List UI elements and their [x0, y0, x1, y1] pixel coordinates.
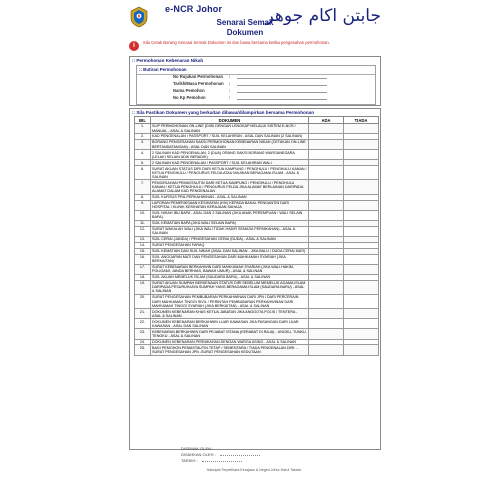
section-heading: :: Sila Pastikan Dokumen yang berkaitan dibawa/dilampirkan bersama Permohonan — [132, 110, 315, 115]
row-number: 2. — [135, 134, 151, 140]
row-tiada-cell — [344, 210, 379, 220]
row-number: 22. — [135, 319, 151, 329]
row-ada-cell — [309, 309, 344, 319]
row-document: SIJIL CERAI (JANDA) / PENGESAHAN CERAI (DUDA) - ASAL & SALINAN — [151, 236, 309, 242]
row-document: SURAT AKUAN SUMPAH BERKENAAN STATUS DIRI SEBELUM MEMELUK AGAMA ISLAM DARIPADA PESURUHJAYA SUMPAH YANG BERAGAMA ISLAM (SAUDARA BARU) - ASAL & SALINAN — [151, 280, 309, 294]
row-ada-cell — [309, 345, 344, 355]
row-ada-cell — [309, 280, 344, 294]
app-title: e-NCR Johor — [165, 4, 223, 14]
table-row — [135, 329, 379, 339]
row-tiada-cell — [344, 264, 379, 274]
table-row — [135, 124, 379, 134]
table-row — [135, 226, 379, 236]
notice-text: Sila Cetak Borang Senarai Semak Dokumen ini dan bawa bersama ketika pengesahan permohonan. — [143, 40, 330, 45]
row-document: SIJIL KEMATIAN BAPA (JIKA WALI SELAIN BAPA) — [151, 220, 309, 226]
row-document: BAGI PEMOHON PEMASTAUTIN TETAP / SEMENTARA / TIADA PENGENALAN DIRI: -SURAT PENGESAHAN JPN -SURAT PENGESAHAN KEDUTAAN — [151, 345, 309, 355]
row-number: 8. — [135, 194, 151, 200]
table-row — [135, 309, 379, 319]
row-ada-cell — [309, 140, 344, 150]
row-document: LAPORAN PEMERIKSAAN KESIHATAN (HIV) KEPADA BAKAL PENGANTIN DARI HOSPITAL / KLINIK KESIHATAN KERAJAAN SAHAJA — [151, 200, 309, 210]
row-document: SURAT WAKALAH WALI (JIKA WALI TIDAK HADIR SEMASA PERNIKAHAN) - ASAL & SALINAN — [151, 226, 309, 236]
copyright-footer: Hakcipta Terpelihara Kerajaan & Negeri Johor Darul Takzim — [206, 468, 302, 472]
field-label: No Rujukan Permohonan — [173, 74, 224, 79]
row-number: 13. — [135, 236, 151, 242]
row-ada-cell — [309, 264, 344, 274]
row-document: PENGESAHAN PEMASTAUTIN DARI KETUA KAMPUNG / PENGHULU / PENGHULU KANAN / KETUA PENGHULU / PENGURUS FELDA JIKA ALAMAT BERLAINAN DARIPADA ALAMAT DALAM KAD PENGENALAN — [151, 180, 309, 194]
section-heading: :: Permohonan Kebenaran Nikah — [132, 58, 204, 63]
row-number: 3. — [135, 140, 151, 150]
details-heading: :: Butiran Permohonan — [137, 66, 375, 75]
row-number: 20. — [135, 295, 151, 309]
row-ada-cell — [309, 200, 344, 210]
field-colon: : — [229, 88, 231, 93]
column-header-ada: ADA — [309, 117, 344, 124]
row-ada-cell — [309, 210, 344, 220]
row-number: 4. — [135, 150, 151, 160]
row-number: 7. — [135, 180, 151, 194]
print-notice — [129, 40, 381, 51]
signature-line — [202, 461, 242, 462]
field-value — [237, 74, 327, 79]
row-number: 11. — [135, 220, 151, 226]
row-tiada-cell — [344, 319, 379, 329]
row-ada-cell — [309, 124, 344, 134]
row-number: 15. — [135, 248, 151, 254]
document-checklist-table — [134, 116, 379, 356]
table-row — [135, 180, 379, 194]
row-document: DOKUMEN KEBENARAN PERNIKAHAN DENGAN WARGA ASING - ASAL & SALINAN — [151, 339, 309, 345]
column-header-bil: BIL — [135, 117, 151, 124]
row-number: 1. — [135, 124, 151, 134]
column-header-tiada: TIADA — [344, 117, 379, 124]
documents-section — [129, 108, 381, 450]
row-number: 12. — [135, 226, 151, 236]
table-row — [135, 140, 379, 150]
row-tiada-cell — [344, 180, 379, 194]
row-number: 21. — [135, 309, 151, 319]
johor-crest-icon — [129, 6, 149, 28]
row-document: SIJIL KEMATIAN DAN SIJIL NIKAH (ASAL DAN SALINAN - JIKA BALU / DUDA CERAI MATI) — [151, 248, 309, 254]
row-document: DOKUMEN KEBENARAN BERKAHWIN LUAR KAWASAN JIKA PASANGAN DARI LUAR KAWASAN - ASAL DAN SALINAN — [151, 319, 309, 329]
row-number: 16. — [135, 254, 151, 264]
application-details-box — [136, 65, 376, 105]
application-section — [129, 56, 381, 106]
column-header-document: DOKUMEN — [151, 117, 309, 124]
row-document: SIJIL NIKAH IBU BAPA - ASAL DAN 2 SALINAN (JIKA ANAK PEREMPUAN / WALI SELAIN BAPA) — [151, 210, 309, 220]
row-ada-cell — [309, 319, 344, 329]
signature-line — [220, 455, 260, 456]
document-title — [195, 18, 295, 38]
checklist-page — [125, 0, 383, 480]
table-row — [135, 264, 379, 274]
table-row — [135, 280, 379, 294]
field-label: Tarikh/Masa Permohonan — [173, 81, 224, 86]
row-ada-cell — [309, 329, 344, 339]
field-value — [237, 81, 327, 86]
field-applicant-name — [173, 88, 231, 93]
signature-line — [217, 449, 257, 450]
table-header-row — [135, 117, 379, 124]
document-title-line2: Dokumen — [226, 28, 264, 37]
row-tiada-cell — [344, 329, 379, 339]
row-ada-cell — [309, 150, 344, 160]
row-document: KAD PENGENALAN / PASSPORT / SIJIL KELAHIRAN - ASAL DAN SALINAN (2 SALINAN) — [151, 134, 309, 140]
row-ada-cell — [309, 295, 344, 309]
checked-by-label: DISEMAK OLEH : — [181, 446, 214, 451]
row-number: 10. — [135, 210, 151, 220]
row-tiada-cell — [344, 254, 379, 264]
row-document: SURAT PENGESAHAN PEMBUBARAN PERKAHWINAN DARI JPN / DARI PERCERAIN DARI MAHKAMAH TINGGI SIVIL / PERINTAH PEMBUBARAN PERKAHWINAN DARI MAHKAMAH TINGGI SYARIAH (JIKA BERKAITAN) - ASAL & SALINAN — [151, 295, 309, 309]
row-ada-cell — [309, 254, 344, 264]
row-document: 2 SALINAN KAD PENGENALAN, 2 (DUA) ORANG SAKSI BORANG WARGANEGARA (LELAKI SELAIN ADIK BERADIK) — [151, 150, 309, 160]
signoff-block — [181, 446, 260, 464]
document-title-line1: Senarai Semak — [216, 18, 274, 27]
row-number: 6. — [135, 166, 151, 180]
row-number: 18. — [135, 274, 151, 280]
table-row — [135, 166, 379, 180]
row-number: 14. — [135, 242, 151, 248]
table-row — [135, 345, 379, 355]
row-tiada-cell — [344, 150, 379, 160]
row-tiada-cell — [344, 140, 379, 150]
row-number: 9. — [135, 200, 151, 210]
row-ada-cell — [309, 226, 344, 236]
field-applicant-ic — [173, 95, 231, 100]
row-document: SURAT AKUAN STATUS DIRI DARI KETUA KAMPUNG / PENGHULU / PENGHULU KANAN / KETUA PENGHULU / PENGURUS FELDA ATAU MAJIKAN BERAGAMA ISLAM - ASAL & SALINAN — [152, 166, 307, 179]
row-document: DOKUMEN KEBENARAN KHAS KETUA JABATAN JIKA ANGGOTA POLIS / TENTERA - ASAL & SALINAN — [151, 309, 309, 319]
date-label: TARIKH : — [181, 458, 198, 463]
arabic-title: جابتن اكام جوهر — [265, 6, 381, 26]
row-tiada-cell — [344, 226, 379, 236]
field-colon: : — [229, 81, 231, 86]
row-number: 19. — [135, 280, 151, 294]
field-colon: : — [229, 74, 231, 79]
row-tiada-cell — [344, 295, 379, 309]
row-ada-cell — [309, 180, 344, 194]
field-label: Nama Pemohon — [173, 88, 205, 93]
verified-by-label: DISAHKAN OLEH : — [181, 452, 216, 457]
field-value — [237, 95, 327, 100]
row-number: 25. — [135, 345, 151, 355]
row-tiada-cell — [344, 280, 379, 294]
row-document: SLIP PERMOHONAN ON-LINE (DIISI DENGAN LENGKAP MELALUI SISTEM E-NCR / MANUAL - ASAL & SALINAN — [151, 124, 309, 134]
row-tiada-cell — [344, 166, 379, 180]
row-document: SIJIL KURSUS PRA-PERKAHWINAN - ASAL & SALINAN — [151, 194, 309, 200]
row-document: 2 SALINAN KAD PENGENALAN / PASSPORT / SIJIL KELAHIRAN WALI — [151, 160, 309, 166]
field-colon: : — [229, 95, 231, 100]
row-document: KEBENARAN BERKAHWIN DARI PEJABAT ISTANA (KERABAT DI RAJA) - UNGKU, TUNKU, TENGKU - ASAL & SALINAN — [152, 329, 307, 338]
row-document: SIJIL AKUAN MEMELUK ISLAM (SAUDARA BARU) - ASAL & SALINAN — [151, 274, 309, 280]
field-reference-no — [173, 74, 231, 79]
row-tiada-cell — [344, 345, 379, 355]
row-tiada-cell — [344, 200, 379, 210]
table-row — [135, 254, 379, 264]
row-number: 24. — [135, 339, 151, 345]
row-document: SURAT KEBENARAN BERKAHWIN DARI MAHKAMAH SYARIAH (JIKA WALI HAKIM, POLIGAMI, JANDA BERHIAS, BAWAH UMUR) - ASAL & SALINAN — [151, 264, 309, 274]
table-row — [135, 319, 379, 329]
table-row — [135, 295, 379, 309]
table-row — [135, 200, 379, 210]
row-tiada-cell — [344, 309, 379, 319]
table-row — [135, 150, 379, 160]
field-label: No Kp Pemohon — [173, 95, 206, 100]
row-ada-cell — [309, 166, 344, 180]
field-value — [237, 88, 327, 93]
row-number: 17. — [135, 264, 151, 274]
row-document: BORANG PENGESAHAN SAKSI PERMOHONAN KEBENARAN NIKAH (CETAKAN ON-LINE BERTANDATANGAN) - ASAL DAN SALINAN — [151, 140, 309, 150]
field-application-date — [173, 81, 231, 86]
row-number: 5. — [135, 160, 151, 166]
row-tiada-cell — [344, 124, 379, 134]
row-document: SURAT PENGESAHAN FARAQ — [151, 242, 309, 248]
row-document: SIJIL ANGGAPAN MATI DAN PENGESAHAN DARI MAHKAMAH SYARIAH (JIKA BERKAITAN) — [151, 254, 309, 264]
table-row — [135, 210, 379, 220]
info-icon: i — [129, 41, 139, 51]
date-line — [181, 458, 260, 464]
row-number: 23. — [135, 329, 151, 339]
